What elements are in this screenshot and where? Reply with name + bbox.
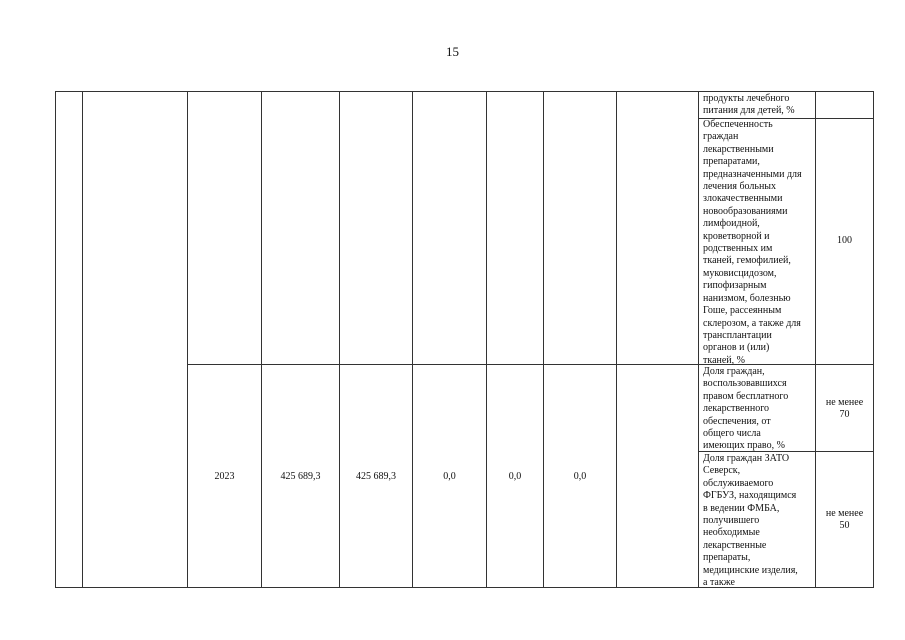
col-border: [261, 91, 262, 588]
col-border: [698, 91, 699, 588]
indicator-name: Доля граждан ЗАТО Северск, обслуживаемого ФГБУЗ, находящимся в ведении ФМБА, получившего необходимые лекарственные препараты, медицинские изделия, а также: [703, 453, 798, 589]
funding-cell: 0,0: [443, 471, 456, 482]
indicator-name: Доля граждан, воспользовавшихся правом бесплатного лекарственного обеспечения, от общего числа имеющих право, %: [703, 366, 789, 452]
total-funding-cell: 425 689,3: [280, 471, 321, 482]
table-top-border: [55, 91, 873, 92]
col-border: [873, 91, 874, 588]
funding-cell: 0,0: [573, 471, 587, 482]
col-border: [543, 91, 544, 588]
indicator-value: не менее 50: [825, 508, 864, 532]
indicator-name: Обеспеченность граждан лекарственными препаратами, предназначенными для лечения больных злокачественными новообразованиями лимфоидной, кроветворной и родственных им тканей, гемофилией, муковисцидозом, гипофизарным нанизмом, болезнью Гоше, рассеянным склерозом, а также для трансплантации органов и (или) тканей, %: [703, 119, 802, 366]
indicator-name: продукты лечебного питания для детей, %: [703, 93, 795, 117]
col-border: [187, 91, 188, 588]
year-cell: 2023: [214, 471, 235, 482]
indicator-value: 100: [837, 235, 852, 246]
funding-cell: 425 689,3: [356, 471, 396, 482]
col-border: [616, 91, 617, 588]
col-border: [486, 91, 487, 588]
col-border: [412, 91, 413, 588]
indicator-value: не менее 70: [825, 397, 864, 421]
col-border: [55, 91, 56, 588]
col-border: [82, 91, 83, 588]
page-number: 15: [446, 44, 459, 59]
col-border: [339, 91, 340, 588]
funding-cell: 0,0: [508, 471, 522, 482]
